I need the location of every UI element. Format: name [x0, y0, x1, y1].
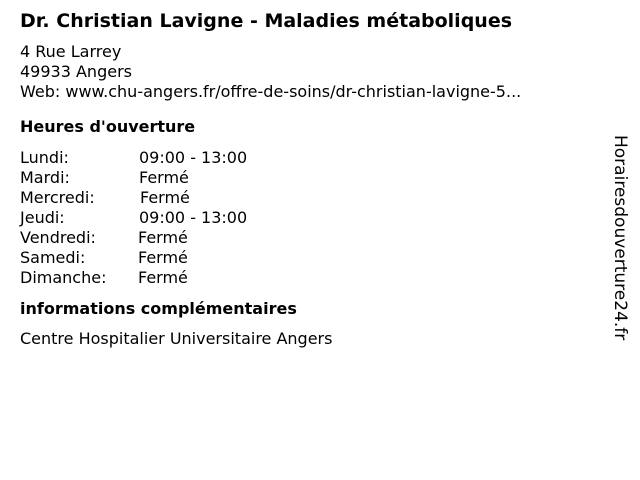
site-watermark	[609, 135, 631, 345]
day-label: Lundi:	[20, 148, 69, 167]
opening-hours-table	[20, 148, 600, 288]
address-block	[20, 42, 600, 102]
listing-card	[20, 8, 600, 349]
day-label: Jeudi:	[20, 208, 65, 227]
watermark-text: Horairesdouverture24.fr	[610, 135, 630, 341]
day-label: Mardi:	[20, 168, 70, 187]
day-hours: Fermé	[140, 188, 190, 207]
day-hours: Fermé	[138, 268, 188, 287]
info-heading: informations complémentaires	[20, 299, 297, 318]
hours-row-mardi	[20, 168, 600, 188]
hours-row-lundi	[20, 148, 600, 168]
city-postcode: 49933 Angers	[20, 62, 132, 81]
day-hours: Fermé	[139, 168, 189, 187]
hours-row-mercredi	[20, 188, 600, 208]
hours-row-dimanche	[20, 268, 600, 288]
website-link[interactable]: Web: www.chu-angers.fr/offre-de-soins/dr-christian-lavigne-5...	[20, 82, 522, 101]
day-hours: 09:00 - 13:00	[139, 208, 248, 227]
page-title: Dr. Christian Lavigne - Maladies métaboliques	[20, 10, 513, 32]
day-label: Mercredi:	[20, 188, 95, 207]
day-hours: Fermé	[138, 248, 188, 267]
day-label: Vendredi:	[20, 228, 96, 247]
info-text: Centre Hospitalier Universitaire Angers	[20, 329, 333, 348]
hours-row-jeudi	[20, 208, 600, 228]
day-label: Samedi:	[20, 248, 86, 267]
hours-row-vendredi	[20, 228, 600, 248]
day-hours: Fermé	[138, 228, 188, 247]
street-address: 4 Rue Larrey	[20, 42, 122, 61]
hours-row-samedi	[20, 248, 600, 268]
hours-heading: Heures d'ouverture	[20, 117, 196, 136]
day-hours: 09:00 - 13:00	[139, 148, 248, 167]
day-label: Dimanche:	[20, 268, 107, 287]
